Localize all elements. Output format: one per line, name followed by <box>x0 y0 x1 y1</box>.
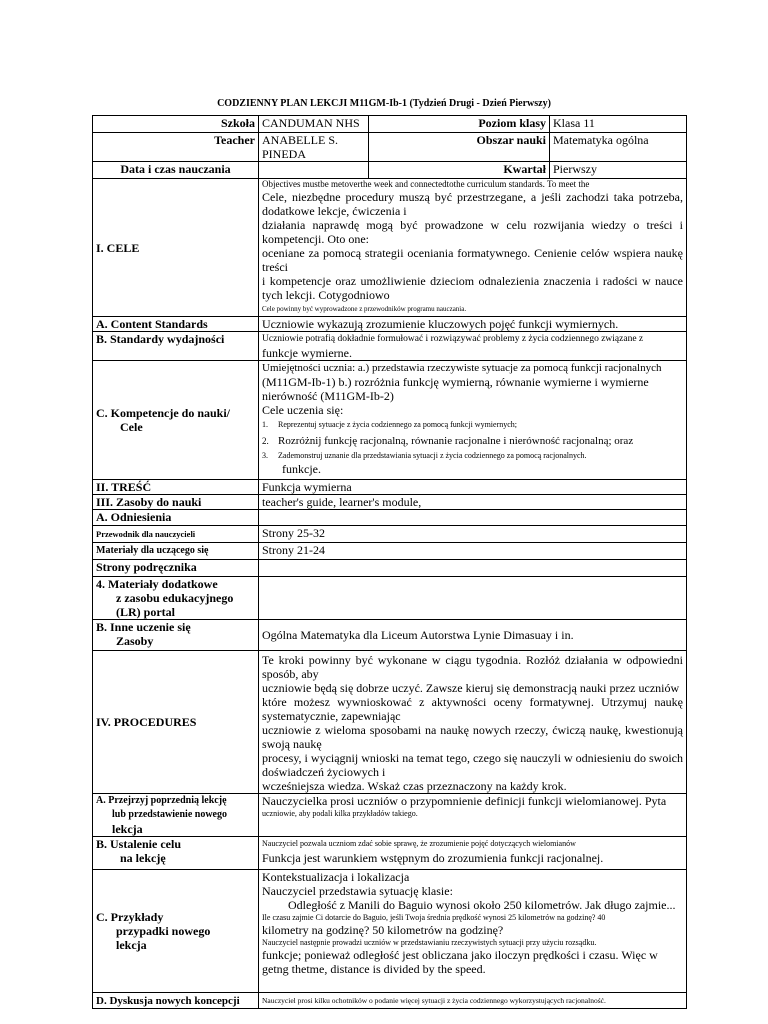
competencies-line-3: nierówność (M11GM-Ib-2) <box>262 389 394 403</box>
tresc-label: II. TREŚĆ <box>93 480 259 495</box>
date-label: Data i czas nauczania <box>93 162 259 179</box>
cele-row <box>93 179 687 317</box>
cele-label: I. CELE <box>93 179 259 317</box>
strony-label: Strony podręcznika <box>93 560 259 577</box>
cele-line-1: Objectives mustbe metoverthe week and connectedtothe curriculum standards. To meet the <box>262 179 590 189</box>
materialy-row <box>93 543 687 560</box>
inne-row <box>93 620 687 651</box>
procedures-line-6: wcześniejsza wiedza. Wskaż czas przeznaczony na każdy krok. <box>262 779 567 793</box>
purpose-value-1: Nauczyciel pozwala uczniom zdać sobie sprawę, że zrozumienie pojęć dotyczących wielomianów <box>262 839 576 848</box>
zasoby-value: teacher's guide, learner's module, <box>259 495 687 510</box>
inne-label-line-2: Zasoby <box>116 634 154 648</box>
inne-label-line-1: B. Inne uczenie się <box>96 620 191 634</box>
examples-line-1: Kontekstualizacja i lokalizacja <box>262 870 410 884</box>
dodatkowe-label-line-1: 4. Materiały dodatkowe <box>96 577 218 591</box>
objective-item-1 <box>262 417 683 433</box>
dodatkowe-label-line-2: z zasobu edukacyjnego <box>116 591 234 605</box>
header-row-school <box>93 116 687 133</box>
objective-text-1: Reprezentuj sytuacje z życia codziennego za pomocą funkcji wymiernych; <box>278 420 518 429</box>
competencies-label <box>93 361 259 480</box>
competencies-row <box>93 361 687 480</box>
discussion-label: D. Dyskusja nowych koncepcji <box>93 993 259 1009</box>
examples-line-2: Nauczyciel przedstawia sytuację klasie: <box>262 884 453 898</box>
school-value: CANDUMAN NHS <box>259 116 369 133</box>
objective-num-3: 3. <box>262 451 268 460</box>
review-label-line-3: lekcja <box>112 822 143 836</box>
objective-text-3: Zademonstruj uznanie dla przedstawiania sytuacji z życia codziennego za pomocą racjonalnych. <box>278 451 587 460</box>
review-label-line-1: A. Przejrzyj poprzednią lekcję <box>96 795 227 806</box>
examples-line-4: Ile czasu zajmie Ci dotarcie do Baguio, jeśli Twoja średnia prędkość wynosi 25 kilometrów na godzinę? 40 <box>262 913 606 922</box>
quarter-label: Kwartał <box>369 162 550 179</box>
competencies-line-2: (M11GM-Ib-1) b.) rozróżnia funkcję wymierną, równanie wymierne i wymierne <box>262 375 649 389</box>
objective-tail: funkcje. <box>282 462 321 476</box>
cele-line-6: Cele powinny być wyprowadzone z przewodników programu nauczania. <box>262 305 467 313</box>
procedures-text <box>259 651 687 794</box>
teacher-value: ANABELLE S. PINEDA <box>259 133 369 162</box>
competencies-label-line-2: Cele <box>120 420 143 434</box>
performance-standards-row <box>93 332 687 361</box>
cele-line-5: i kompetencje oraz umożliwienie dzieciom odnalezienia znaczenia i radości w nauce tych lekcji. Cotygodniowo <box>262 274 683 302</box>
przewodnik-label: Przewodnik dla nauczycieli <box>93 526 259 543</box>
zasoby-label: III. Zasoby do nauki <box>93 495 259 510</box>
performance-standards-label: B. Standardy wydajności <box>93 332 259 361</box>
school-label: Szkoła <box>93 116 259 133</box>
examples-label-line-1: C. Przykłady <box>96 910 164 924</box>
objective-num-1: 1. <box>262 420 268 429</box>
procedures-line-4: uczniowie z wieloma sposobami na naukę nowych rzeczy, ćwiczą naukę, kwestionują swoją naukę <box>262 723 683 751</box>
review-text <box>259 794 687 837</box>
materialy-value: Strony 21-24 <box>259 543 687 560</box>
cele-line-3: działania naprawdę mogą być prowadzone w celu rozwijania wiedzy o treści i kompetencji. Oto one: <box>262 218 683 246</box>
performance-line-2: funkcje wymierne. <box>262 346 352 360</box>
examples-line-3: Odległość z Manili do Baguio wynosi około 250 kilometrów. Jak długo zajmie... <box>288 898 676 912</box>
procedures-line-5: procesy, i wyciągnij wnioski na temat tego, czego się nauczyli w odniesieniu do swoich doświadczeń życiowych i <box>262 751 683 779</box>
examples-line-8: getng thetme, distance is divided by the speed. <box>262 962 486 976</box>
strony-value <box>259 560 687 577</box>
examples-label-line-3: lekcja <box>116 938 147 952</box>
objective-item-3 <box>262 449 683 462</box>
area-value: Matematyka ogólna <box>550 133 687 162</box>
materialy-label: Materiały dla uczącego się <box>93 543 259 560</box>
strony-row <box>93 560 687 577</box>
purpose-row <box>93 837 687 870</box>
review-value-2: uczniowie, aby podali kilka przykładów takiego. <box>262 809 418 818</box>
competencies-line-1: Umiejętności ucznia: a.) przedstawia rzeczywiste sytuacje za pomocą funkcji racjonalnych <box>262 362 662 374</box>
quarter-value: Pierwszy <box>550 162 687 179</box>
competencies-text <box>259 361 687 480</box>
purpose-text <box>259 837 687 870</box>
review-label <box>93 794 259 837</box>
przewodnik-row <box>93 526 687 543</box>
content-standards-label: A. Content Standards <box>93 317 259 332</box>
cele-line-4: oceniane za pomocą strategii oceniania formatywnego. Cenienie celów wspiera naukę treści <box>262 246 683 274</box>
dodatkowe-row <box>93 577 687 620</box>
purpose-label <box>93 837 259 870</box>
przewodnik-value: Strony 25-32 <box>259 526 687 543</box>
lesson-plan-table <box>92 115 687 1009</box>
document-title: CODZIENNY PLAN LEKCJI M11GM-Ib-1 (Tydzień Drugi - Dzień Pierwszy) <box>217 98 551 109</box>
dodatkowe-label-line-3: (LR) portal <box>116 605 175 619</box>
procedures-row <box>93 651 687 794</box>
performance-standards-text <box>259 332 687 361</box>
content-standards-value: Uczniowie wykazują zrozumienie kluczowych pojęć funkcji wymiernych. <box>259 317 687 332</box>
review-label-line-2: lub przedstawienie nowego <box>112 809 227 820</box>
dodatkowe-value <box>259 577 687 620</box>
examples-label <box>93 870 259 993</box>
examples-line-5: kilometry na godzinę? 50 kilometrów na godzinę? <box>262 923 504 937</box>
discussion-row <box>93 993 687 1009</box>
cele-line-2: Cele, niezbędne procedury muszą być przestrzegane, a jeśli zachodzi taka potrzeba, dodatkowe lekcje, ćwiczenia i <box>262 190 683 218</box>
purpose-label-line-2: na lekcję <box>120 851 166 865</box>
review-value-1: Nauczycielka prosi uczniów o przypomnienie definicji funkcji wielomianowej. Pyta <box>262 794 667 808</box>
cele-text <box>259 179 687 317</box>
procedures-label: IV. PROCEDURES <box>93 651 259 794</box>
competencies-label-line-1: C. Kompetencje do nauki/ <box>96 406 231 420</box>
odniesienia-value <box>259 510 687 526</box>
purpose-label-line-1: B. Ustalenie celu <box>96 837 181 851</box>
procedures-line-2: uczniowie będą się dobrze uczyć. Zawsze kieruj się demonstracją nauki przez uczniów <box>262 681 680 695</box>
discussion-value: Nauczyciel prosi kilku ochotników o podanie więcej sytuacji z życia codziennego wykorzystujących racjonalność. <box>259 993 687 1009</box>
examples-line-7: funkcje; ponieważ odległość jest obliczana jako iloczyn prędkości i czasu. Więc w <box>262 948 658 962</box>
examples-line-6: Nauczyciel następnie prowadzi uczniów w przedstawianiu rzeczywistych sytuacji przy użyciu rozsądku. <box>262 938 597 947</box>
content-standards-row <box>93 317 687 332</box>
area-label: Obszar nauki <box>369 133 550 162</box>
examples-label-line-2: przypadki nowego <box>116 924 211 938</box>
objective-item-2 <box>262 433 683 449</box>
competencies-line-4: Cele uczenia się: <box>262 403 344 417</box>
objective-text-2: Rozróżnij funkcję racjonalną, równanie racjonalne i nierówność racjonalną; oraz <box>278 435 634 447</box>
procedures-line-1: Te kroki powinny być wykonane w ciągu tygodnia. Rozłóż działania w odpowiedni sposób, aby <box>262 653 683 681</box>
level-value: Klasa 11 <box>550 116 687 133</box>
review-row <box>93 794 687 837</box>
date-value <box>259 162 369 179</box>
level-label: Poziom klasy <box>369 116 550 133</box>
dodatkowe-label <box>93 577 259 620</box>
inne-label <box>93 620 259 651</box>
tresc-row <box>93 480 687 495</box>
zasoby-row <box>93 495 687 510</box>
tresc-value: Funkcja wymierna <box>259 480 687 495</box>
objective-num-2: 2. <box>262 436 269 446</box>
procedures-line-3: które możesz wywnioskować z aktywności oceny formatywnej. Utrzymuj naukę systematycznie, zapewniając <box>262 695 683 723</box>
teacher-label: Teacher <box>93 133 259 162</box>
odniesienia-label: A. Odniesienia <box>93 510 259 526</box>
header-row-date <box>93 162 687 179</box>
examples-text <box>259 870 687 993</box>
examples-row <box>93 870 687 993</box>
performance-line-1: Uczniowie potrafią dokładnie formułować i rozwiązywać problemy z życia codziennego związane z <box>262 334 644 344</box>
purpose-value-2: Funkcja jest warunkiem wstępnym do zrozumienia funkcji racjonalnej. <box>262 851 604 865</box>
header-row-teacher <box>93 133 687 162</box>
odniesienia-row <box>93 510 687 526</box>
inne-value: Ogólna Matematyka dla Liceum Autorstwa Lynie Dimasuay i in. <box>259 620 687 651</box>
